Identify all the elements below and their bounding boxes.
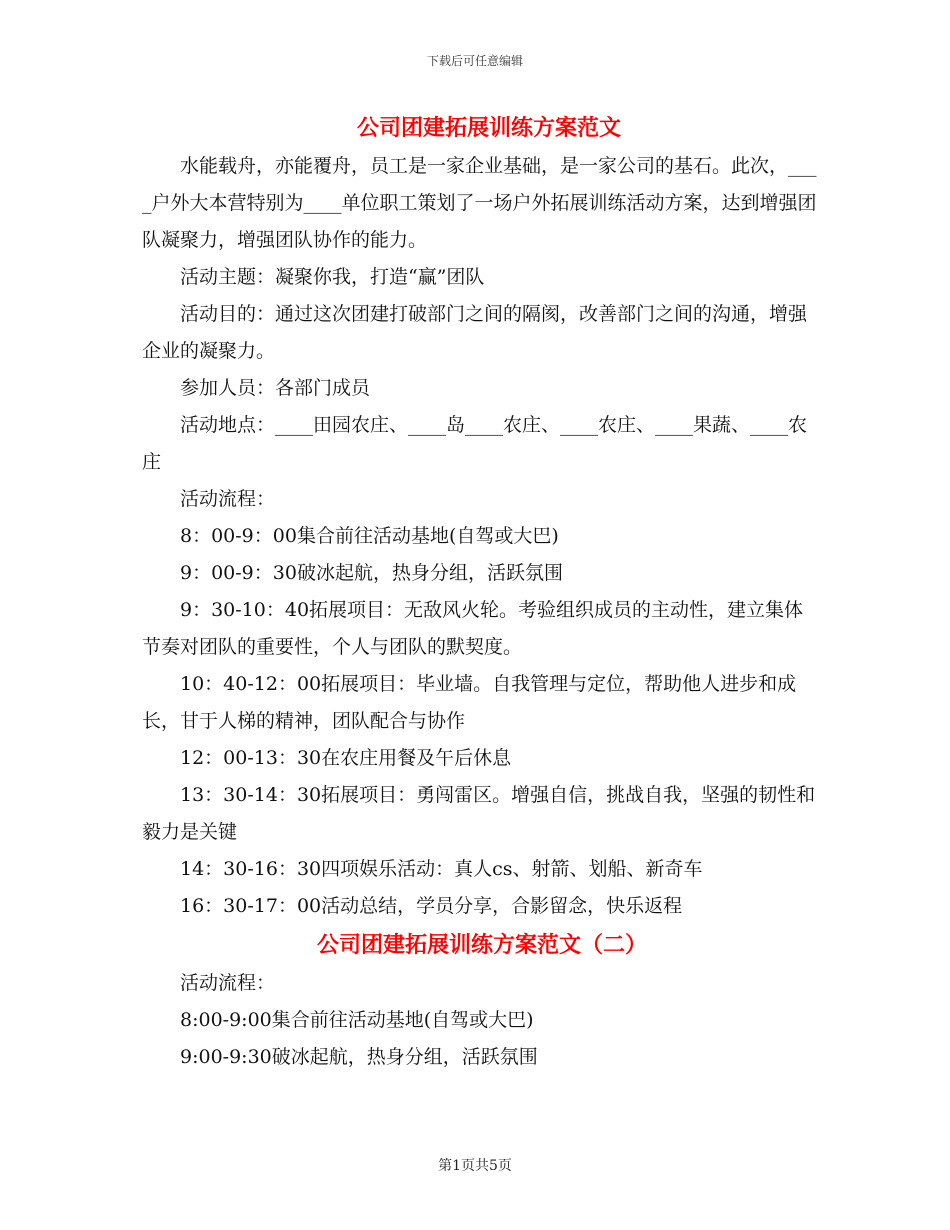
page-footer: 第1页共5页	[438, 1158, 512, 1174]
section-1	[142, 148, 822, 925]
paragraph: 10：40-12：00拓展项目：毕业墙。自我管理与定位，帮助他人进步和成长，甘于人梯的精神，团队配合与协作	[142, 673, 797, 732]
paragraph: 活动主题：凝聚你我，打造“赢”团队	[180, 266, 485, 288]
paragraph: 9：00-9：30破冰起航，热身分组，活跃氛围	[180, 562, 563, 584]
section-2	[142, 965, 822, 1076]
paragraph: 13：30-14：30拓展项目：勇闯雷区。增强自信，挑战自我，坚强的韧性和毅力是关键	[142, 784, 816, 843]
paragraph: 12：00-13：30在农庄用餐及午后休息	[180, 747, 512, 769]
paragraph: 水能载舟，亦能覆舟，员工是一家企业基础，是一家公司的基石。此次，____户外大本营特别为____单位职工策划了一场户外拓展训练活动方案，达到增强团队凝聚力，增强团队协作的能力。	[142, 155, 817, 251]
paragraph: 8:00-9:00集合前往活动基地(自驾或大巴)	[180, 1009, 534, 1031]
paragraph: 活动目的：通过这次团建打破部门之间的隔阂，改善部门之间的沟通，增强企业的凝聚力。	[142, 303, 808, 362]
paragraph: 活动地点：____田园农庄、____岛____农庄、____农庄、____果蔬、____农庄	[142, 414, 808, 473]
paragraph: 活动流程：	[180, 488, 276, 510]
document-body	[142, 108, 822, 1076]
document-title: 公司团建拓展训练方案范文	[356, 115, 621, 141]
paragraph: 14：30-16：30四项娱乐活动：真人cs、射箭、划船、新奇车	[180, 858, 703, 880]
document-subtitle: 公司团建拓展训练方案范文（二）	[316, 932, 647, 958]
paragraph: 8：00-9：00集合前往活动基地(自驾或大巴)	[180, 525, 559, 547]
paragraph: 16：30-17：00活动总结，学员分享，合影留念，快乐返程	[180, 895, 683, 917]
paragraph: 活动流程：	[180, 972, 276, 994]
paragraph: 9:00-9:30破冰起航，热身分组，活跃氛围	[180, 1046, 538, 1068]
paragraph: 参加人员：各部门成员	[180, 377, 371, 399]
page-header: 下载后可任意编辑	[426, 54, 523, 68]
paragraph: 9：30-10：40拓展项目：无敌风火轮。考验组织成员的主动性，建立集体节奏对团队的重要性，个人与团队的默契度。	[142, 599, 804, 658]
